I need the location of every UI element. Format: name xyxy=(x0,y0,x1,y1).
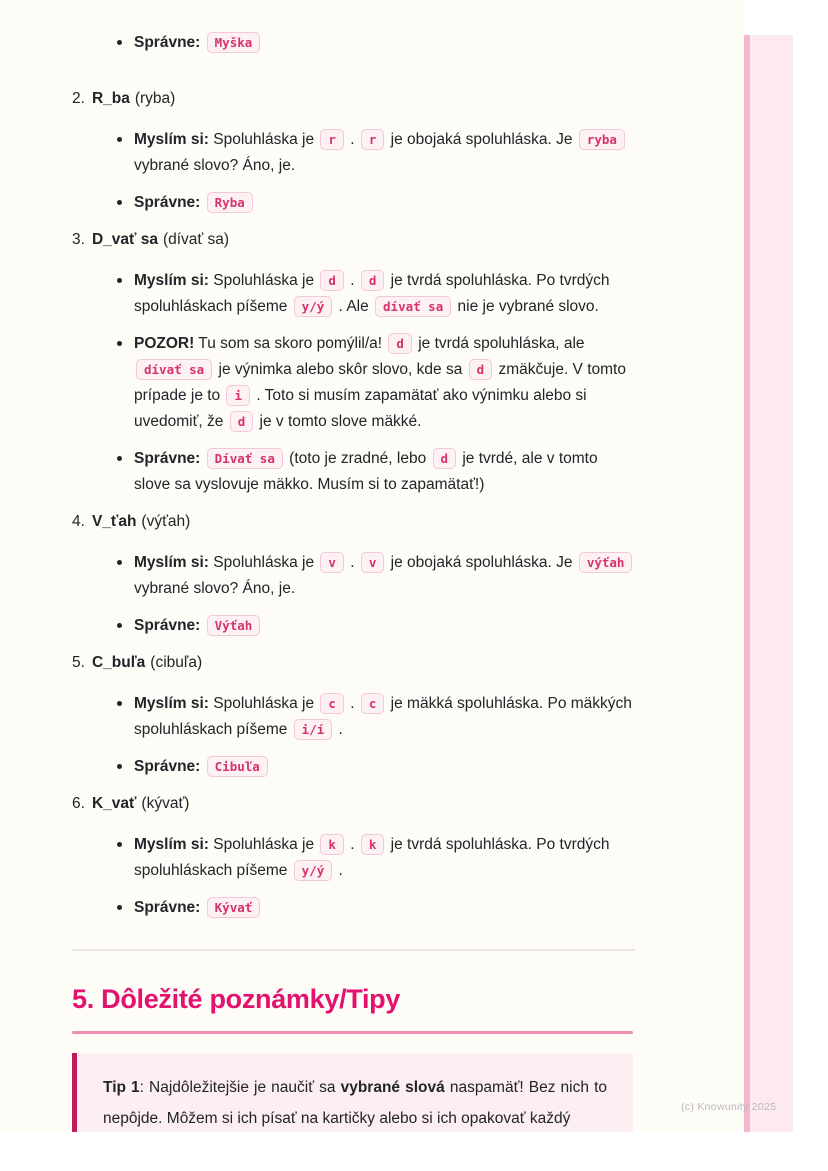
item-number: 5. xyxy=(72,654,85,671)
bold-label: POZOR! xyxy=(134,335,195,352)
tip-callout xyxy=(72,1053,633,1132)
bullet-item xyxy=(72,190,635,216)
bold-label: Správne: xyxy=(134,617,201,634)
code-chip: Myška xyxy=(207,32,261,53)
code-chip: v xyxy=(320,552,344,573)
bullet-item xyxy=(72,895,635,921)
bullet-text xyxy=(134,268,635,320)
code-chip: r xyxy=(361,129,385,150)
text-run: Spoluhláska je xyxy=(208,836,319,853)
text-run: . xyxy=(334,862,343,879)
text-run: zmäkčuje. V tomto prípade je to xyxy=(134,361,626,404)
code-chip: Ryba xyxy=(207,192,253,213)
bullet-icon xyxy=(117,560,122,565)
bullet-text xyxy=(134,691,635,743)
item-number: 6. xyxy=(72,795,85,812)
code-chip: dívať sa xyxy=(136,359,212,380)
text-run xyxy=(200,758,204,775)
item-header xyxy=(72,509,635,535)
section-heading: 5. Dôležité poznámky/Tipy xyxy=(72,984,401,1014)
text-run: . xyxy=(345,131,359,148)
text-run: . xyxy=(345,836,359,853)
bullet-text xyxy=(134,550,635,602)
text-run: naspamäť! Bez nich to nepôjde. Môžem si ich písať na kartičky alebo si ich opakovať každý xyxy=(103,1079,607,1127)
bullet-icon xyxy=(117,137,122,142)
list-item-4 xyxy=(72,509,635,639)
text-run: Spoluhláska je xyxy=(208,695,319,712)
code-chip: k xyxy=(320,834,344,855)
bold-label: Myslím si: xyxy=(134,554,209,571)
bullet-text xyxy=(134,613,635,639)
bullet-text xyxy=(134,331,635,435)
code-chip: i/í xyxy=(294,719,333,740)
bullet-icon xyxy=(117,341,122,346)
text-run: Spoluhláska je xyxy=(208,272,319,289)
bold-label: Tip 1 xyxy=(103,1079,140,1096)
code-chip: v xyxy=(361,552,385,573)
bold-label: Myslím si: xyxy=(134,272,209,289)
bullet-list xyxy=(72,550,635,639)
text-run xyxy=(200,34,204,51)
bullet-icon xyxy=(117,764,122,769)
bullet-text xyxy=(134,190,635,216)
text-run xyxy=(200,450,204,467)
bold-label: Myslím si: xyxy=(134,695,209,712)
bold-label: Správne: xyxy=(134,194,201,211)
text-run: : Najdôležitejšie je naučiť sa xyxy=(139,1079,341,1096)
text-run: je mäkká spoluhláska. Po mäkkých spoluhláskach píšeme xyxy=(134,695,632,738)
item-header xyxy=(72,227,635,253)
text-run: je tvrdé, ale v tomto slove sa vyslovuje mäkko. Musím si to zapamätať!) xyxy=(134,450,598,493)
item-title: C_buľa xyxy=(91,654,146,671)
item-hint: (kývať) xyxy=(141,795,190,812)
bullet-icon xyxy=(117,701,122,706)
text-run: . xyxy=(334,721,343,738)
item-header xyxy=(72,86,635,112)
bullet-item xyxy=(72,30,635,56)
bullet-item xyxy=(72,446,635,498)
bullet-text xyxy=(134,895,635,921)
code-chip: d xyxy=(388,333,412,354)
code-chip: i xyxy=(226,385,250,406)
bullet-text xyxy=(134,754,635,780)
item-title: R_ba xyxy=(91,90,130,107)
item-header xyxy=(72,791,635,817)
code-chip: výťah xyxy=(579,552,633,573)
bold-label: Správne: xyxy=(134,34,201,51)
bullet-item xyxy=(72,691,635,743)
content xyxy=(72,30,635,932)
bullet-icon xyxy=(117,40,122,45)
code-chip: d xyxy=(469,359,493,380)
text-run: . xyxy=(345,554,359,571)
bullet-item xyxy=(72,550,635,602)
text-run xyxy=(200,617,204,634)
bold-label: vybrané slová xyxy=(340,1079,445,1096)
text-run: je v tomto slove mäkké. xyxy=(255,413,422,430)
bullet-text xyxy=(134,832,635,884)
bold-label: Správne: xyxy=(134,450,201,467)
list-item-5 xyxy=(72,650,635,780)
bullet-item xyxy=(72,127,635,179)
bullet-icon xyxy=(117,278,122,283)
list-item-6 xyxy=(72,791,635,921)
text-run: nie je vybrané slovo. xyxy=(453,298,599,315)
item-title: D_vať sa xyxy=(91,231,158,248)
bullet-icon xyxy=(117,623,122,628)
item-header xyxy=(72,650,635,676)
bullet-item xyxy=(72,832,635,884)
watermark: (c) Knowunity 2025 xyxy=(681,1101,777,1113)
bullet-list xyxy=(72,691,635,780)
text-run: je obojaká spoluhláska. Je xyxy=(386,131,577,148)
bold-label: Myslím si: xyxy=(134,836,209,853)
bullet-text xyxy=(134,446,635,498)
text-run xyxy=(200,899,204,916)
item-hint: (ryba) xyxy=(134,90,176,107)
item-title: V_ťah xyxy=(91,513,137,530)
item-number: 3. xyxy=(72,231,85,248)
text-run: (toto je zradné, lebo xyxy=(284,450,431,467)
text-run: je tvrdá spoluhláska, ale xyxy=(413,335,585,352)
text-run: . xyxy=(345,695,359,712)
code-chip: y/ý xyxy=(294,860,333,881)
bullet-item xyxy=(72,613,635,639)
code-chip: r xyxy=(320,129,344,150)
text-run: . Ale xyxy=(334,298,374,315)
text-run: vybrané slovo? Áno, je. xyxy=(134,580,296,597)
text-run: . xyxy=(345,272,359,289)
code-chip: d xyxy=(320,270,344,291)
item-title: K_vať xyxy=(91,795,137,812)
text-run: . Toto si musím zapamätať ako výnimku alebo si uvedomiť, že xyxy=(134,387,587,430)
text-run: Spoluhláska je xyxy=(208,131,319,148)
code-chip: k xyxy=(361,834,385,855)
bullet-item xyxy=(72,331,635,435)
item-hint: (výťah) xyxy=(141,513,191,530)
bullet-list xyxy=(72,127,635,216)
text-run: je tvrdá spoluhláska. Po tvrdých spoluhláskach píšeme xyxy=(134,272,610,315)
section-divider xyxy=(72,949,635,951)
item-hint: (cibuľa) xyxy=(150,654,203,671)
bold-label: Myslím si: xyxy=(134,131,209,148)
text-run: je výnimka alebo skôr slovo, kde sa xyxy=(214,361,467,378)
item-hint: (dívať sa) xyxy=(162,231,230,248)
code-chip: d xyxy=(361,270,385,291)
bullet-list xyxy=(72,268,635,498)
code-chip: dívať sa xyxy=(375,296,451,317)
accent-strip xyxy=(750,35,793,1132)
bullet-icon xyxy=(117,456,122,461)
text-run xyxy=(200,194,204,211)
code-chip: d xyxy=(433,448,457,469)
item-number: 2. xyxy=(72,90,85,107)
item-number: 4. xyxy=(72,513,85,530)
code-chip: Kývať xyxy=(207,897,261,918)
code-chip: Dívať sa xyxy=(207,448,283,469)
bullet-item xyxy=(72,754,635,780)
bullet-text xyxy=(134,30,635,56)
list-item-2 xyxy=(72,86,635,216)
bullet-text xyxy=(134,127,635,179)
text-run: vybrané slovo? Áno, je. xyxy=(134,157,296,174)
bold-label: Správne: xyxy=(134,758,201,775)
bullet-icon xyxy=(117,905,122,910)
code-chip: Cibuľa xyxy=(207,756,268,777)
bullet-icon xyxy=(117,842,122,847)
code-chip: c xyxy=(320,693,344,714)
heading-underline xyxy=(72,1031,633,1034)
code-chip: ryba xyxy=(579,129,625,150)
code-chip: c xyxy=(361,693,385,714)
bold-label: Správne: xyxy=(134,899,201,916)
code-chip: y/ý xyxy=(294,296,333,317)
code-chip: d xyxy=(230,411,254,432)
text-run: Spoluhláska je xyxy=(208,554,319,571)
text-run: Tu som sa skoro pomýlil/a! xyxy=(194,335,387,352)
exercise-list xyxy=(72,30,635,921)
tip-text xyxy=(103,1079,607,1127)
code-chip: Výťah xyxy=(207,615,261,636)
text-run: je tvrdá spoluhláska. Po tvrdých spoluhláskach píšeme xyxy=(134,836,610,879)
list-item-3 xyxy=(72,227,635,498)
bullet-item xyxy=(72,268,635,320)
bullet-list xyxy=(72,832,635,921)
text-run: je obojaká spoluhláska. Je xyxy=(386,554,577,571)
bullet-icon xyxy=(117,200,122,205)
